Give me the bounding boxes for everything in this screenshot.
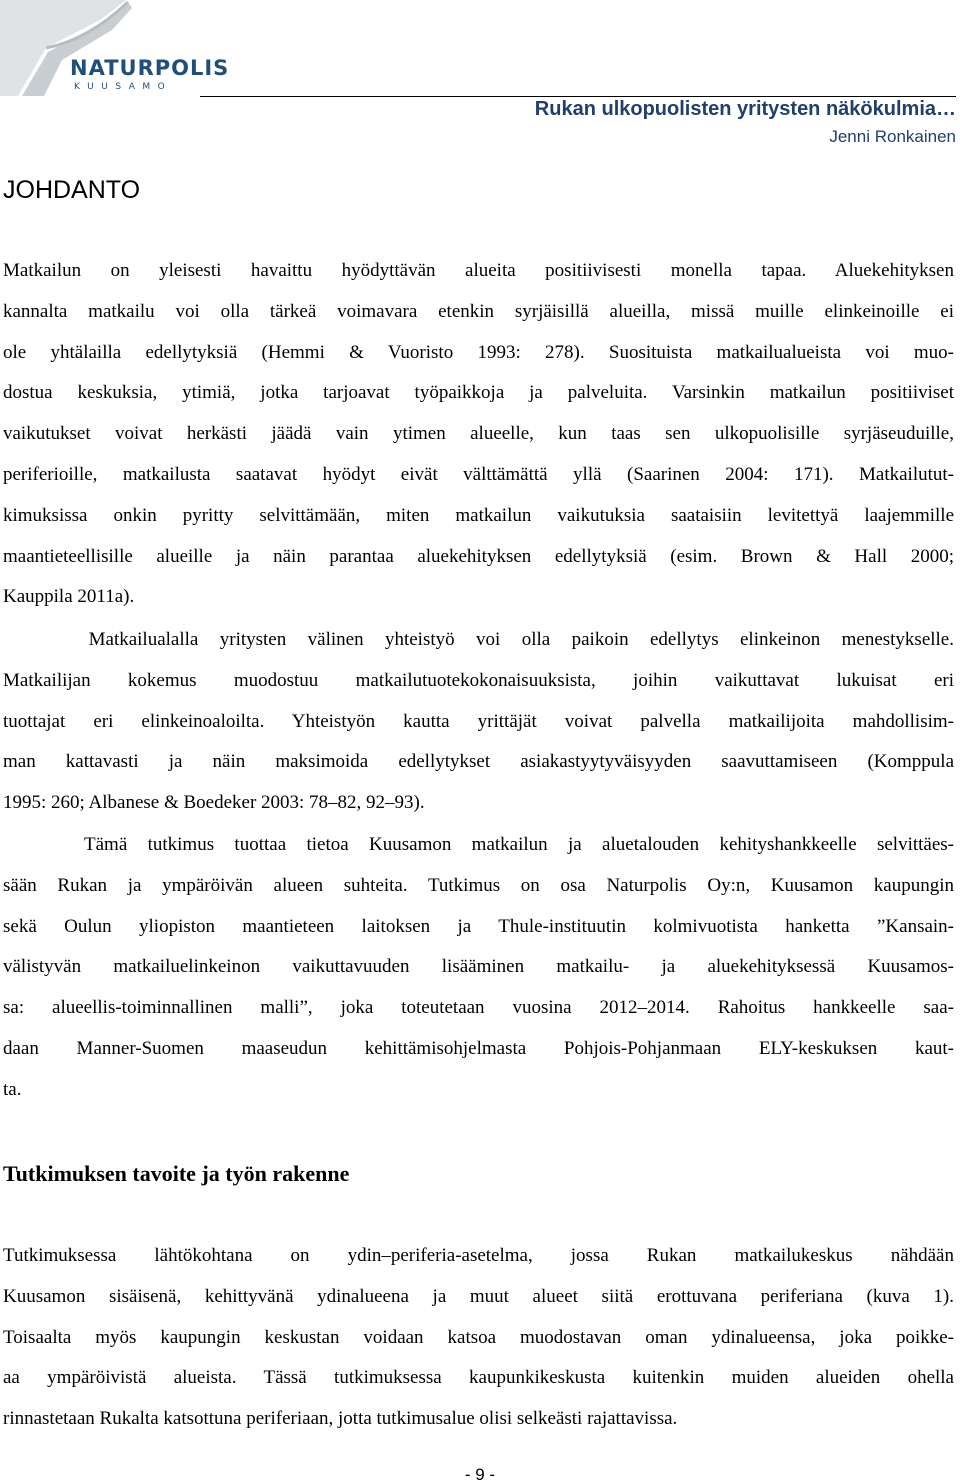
goal-paragraph-1 [3,1236,954,1440]
text-line: vaikutukset voivat herkästi jäädä vain ytimen alueelle, kun taas sen ulkopuolisille syrjäseuduille, [3,423,954,445]
text-line: Matkailun on yleisesti havaittu hyödyttävän alueita positiivisesti monella tapaa. Aluekehityksen [3,260,954,281]
text-line: Kauppila 2011a). [3,586,135,608]
text-line: Matkailijan kokemus muodostuu matkailutuotekokonaisuuksista, joihin vaikuttavat lukuisat eri [3,669,954,691]
running-header-title: Rukan ulkopuolisten yritysten näkökulmia… [534,98,956,120]
text-line: Toisaalta myös kaupungin keskustan voidaan katsoa muodostavan oman ydinalueensa, joka poikke- [3,1326,954,1348]
intro-paragraph-3 [3,825,954,1111]
running-header-author: Jenni Ronkainen [829,127,956,146]
logo-name: NATURPOLIS [70,56,230,80]
section-heading-johdanto: JOHDANTO [3,176,141,204]
text-line: kimuksissa onkin pyritty selvittämään, miten matkailun vaikutuksia saataisiin levitettyä laajemmille [3,504,954,526]
text-line: Kuusamon sisäisenä, kehittyvänä ydinalueena ja muut alueet siitä erottuvana periferiana (kuva 1). [3,1285,954,1307]
text-line: daan Manner-Suomen maaseudun kehittämisohjelmasta Pohjois-Pohjanmaan ELY-keskuksen kaut- [3,1037,954,1059]
text-line: välistyvän matkailuelinkeinon vaikuttavuuden lisääminen matkailu- ja aluekehityksessä Kuusamos- [3,956,954,978]
text-line: 1995: 260; Albanese & Boedeker 2003: 78–82, 92–93). [3,792,425,814]
text-line: Tämä tutkimus tuottaa tietoa Kuusamon matkailun ja aluetalouden kehityshankkeelle selvittäes- [3,834,954,855]
naturpolis-logo [0,0,230,96]
page-number: - 9 - [464,1465,496,1484]
logo-subtitle: KUUSAMO [74,82,173,92]
text-line: sa: alueellis-toiminnallinen malli”, joka toteutetaan vuosina 2012–2014. Rahoitus hankkeelle saa- [3,997,954,1019]
intro-paragraph-1 [3,251,954,618]
header-rule [200,96,956,97]
text-line: ole yhtälailla edellytyksiä (Hemmi & Vuoristo 1993: 278). Suosituista matkailualueista voi muo- [3,341,954,363]
text-line: aa ympäröivistä alueista. Tässä tutkimuksessa kaupunkikeskusta kuitenkin muiden alueiden ohella [3,1367,954,1389]
text-line: periferioille, matkailusta saatavat hyödyt eivät välttämättä yllä (Saarinen 2004: 171). Matkailutut- [3,463,954,485]
text-line: man kattavasti ja näin maksimoida edellytykset asiakastyytyväisyyden saavuttamiseen (Komppula [3,751,954,773]
text-line: maantieteellisille alueille ja näin parantaa aluekehityksen edellytyksiä (esim. Brown & Hall 2000; [3,545,954,567]
section-heading-tavoite: Tutkimuksen tavoite ja työn rakenne [3,1161,350,1186]
intro-paragraph-2 [3,620,954,824]
text-line: kannalta matkailu voi olla tärkeä voimavara etenkin syrjäisillä alueilla, missä muille elinkeinoille ei [3,300,954,322]
text-line: sään Rukan ja ympäröivän alueen suhteita. Tutkimus on osa Naturpolis Oy:n, Kuusamon kaupungin [3,874,954,896]
text-line: dostua keskuksia, ytimiä, jotka tarjoavat työpaikkoja ja palveluita. Varsinkin matkailun positiiviset [3,382,954,404]
text-line: ta. [3,1078,22,1100]
text-line: Matkailualalla yritysten välinen yhteistyö voi olla paikoin edellytys elinkeinon menestykselle. [3,629,954,650]
text-line: Tutkimuksessa lähtökohtana on ydin–periferia-asetelma, jossa Rukan matkailukeskus nähdään [3,1245,954,1266]
text-line: sekä Oulun yliopiston maantieteen laitoksen ja Thule-instituutin kolmivuotista hanketta ”Kansain- [3,915,954,937]
text-line: tuottajat eri elinkeinoaloilta. Yhteistyön kautta yrittäjät voivat palvella matkailijoita mahdollisim- [3,710,954,732]
text-line: rinnastetaan Rukalta katsottuna periferiaan, jotta tutkimusalue olisi selkeästi rajattavissa. [3,1408,678,1430]
